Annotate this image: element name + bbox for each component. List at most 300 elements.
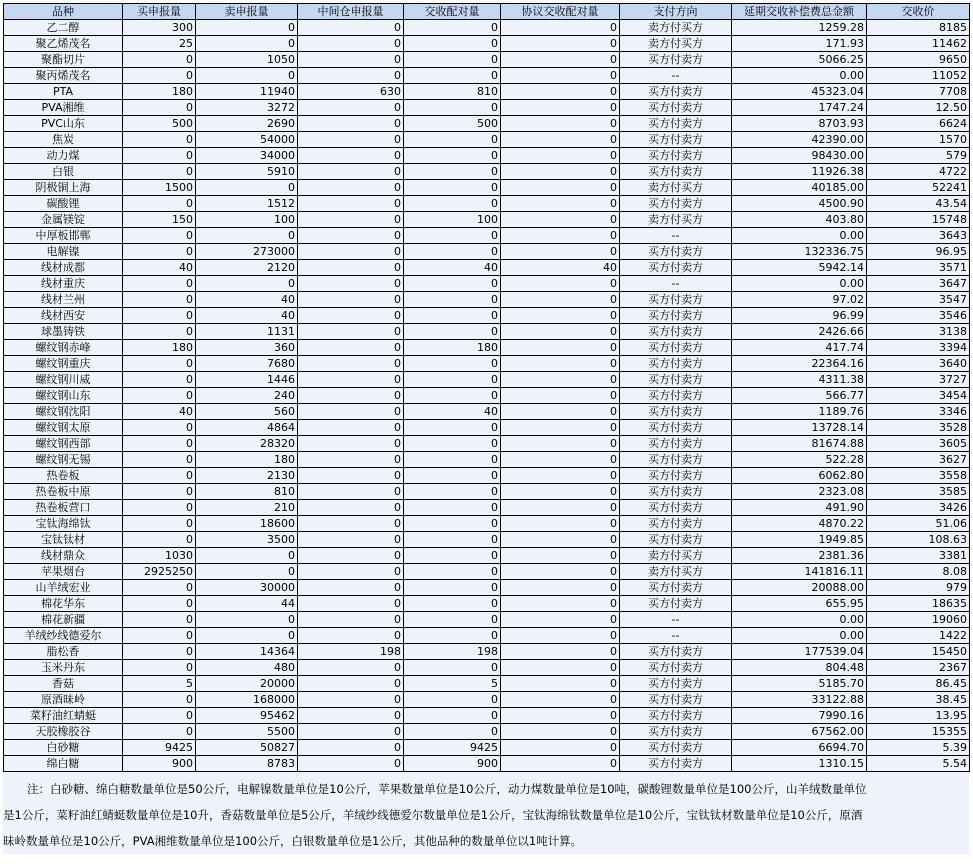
sell-qty-cell: 100 bbox=[196, 212, 298, 228]
matched-qty-cell: 0 bbox=[404, 372, 501, 388]
matched-qty-cell: 0 bbox=[404, 612, 501, 628]
product-cell: 棉花新疆 bbox=[4, 612, 123, 628]
delivery-price-cell: 979 bbox=[867, 580, 970, 596]
buy-qty-cell: 150 bbox=[123, 212, 196, 228]
buy-qty-cell: 40 bbox=[123, 404, 196, 420]
payment-direction-cell: -- bbox=[620, 628, 732, 644]
matched-qty-cell: 0 bbox=[404, 484, 501, 500]
table-row bbox=[4, 628, 970, 644]
intermediate-qty-cell: 0 bbox=[298, 132, 404, 148]
sell-qty-cell: 2120 bbox=[196, 260, 298, 276]
intermediate-qty-cell: 0 bbox=[298, 692, 404, 708]
intermediate-qty-cell: 0 bbox=[298, 564, 404, 580]
table-row bbox=[4, 260, 970, 276]
payment-direction-cell: 卖方付买方 bbox=[620, 20, 732, 36]
delivery-price-cell: 8185 bbox=[867, 20, 970, 36]
delivery-table bbox=[3, 3, 970, 772]
sell-qty-cell: 5910 bbox=[196, 164, 298, 180]
compensation-total-cell: 22364.16 bbox=[732, 356, 867, 372]
buy-qty-cell: 0 bbox=[123, 196, 196, 212]
intermediate-qty-cell: 0 bbox=[298, 532, 404, 548]
table-row bbox=[4, 484, 970, 500]
matched-qty-cell: 0 bbox=[404, 516, 501, 532]
sell-qty-cell: 20000 bbox=[196, 676, 298, 692]
intermediate-qty-cell: 0 bbox=[298, 436, 404, 452]
compensation-total-cell: 0.00 bbox=[732, 68, 867, 84]
matched-qty-cell: 0 bbox=[404, 68, 501, 84]
payment-direction-cell: 买方付卖方 bbox=[620, 292, 732, 308]
buy-qty-cell: 2925250 bbox=[123, 564, 196, 580]
buy-qty-cell: 0 bbox=[123, 164, 196, 180]
sell-qty-cell: 18600 bbox=[196, 516, 298, 532]
sell-qty-cell: 0 bbox=[196, 548, 298, 564]
intermediate-qty-cell: 0 bbox=[298, 292, 404, 308]
agreement-qty-cell: 0 bbox=[501, 68, 620, 84]
payment-direction-cell: 买方付卖方 bbox=[620, 164, 732, 180]
agreement-qty-cell: 0 bbox=[501, 532, 620, 548]
intermediate-qty-cell: 198 bbox=[298, 644, 404, 660]
product-cell: 螺纹钢西部 bbox=[4, 436, 123, 452]
intermediate-qty-cell: 0 bbox=[298, 276, 404, 292]
table-row bbox=[4, 388, 970, 404]
table-row bbox=[4, 500, 970, 516]
buy-qty-cell: 0 bbox=[123, 500, 196, 516]
buy-qty-cell: 0 bbox=[123, 228, 196, 244]
product-cell: 玉米丹东 bbox=[4, 660, 123, 676]
matched-qty-cell: 0 bbox=[404, 52, 501, 68]
sell-qty-cell: 1131 bbox=[196, 324, 298, 340]
product-cell: 聚酯切片 bbox=[4, 52, 123, 68]
sell-qty-cell: 240 bbox=[196, 388, 298, 404]
buy-qty-cell: 0 bbox=[123, 324, 196, 340]
delivery-price-cell: 6624 bbox=[867, 116, 970, 132]
product-cell: 线材成都 bbox=[4, 260, 123, 276]
delivery-price-cell: 3381 bbox=[867, 548, 970, 564]
intermediate-qty-cell: 0 bbox=[298, 660, 404, 676]
matched-qty-cell: 198 bbox=[404, 644, 501, 660]
product-cell: PTA bbox=[4, 84, 123, 100]
table-row bbox=[4, 276, 970, 292]
payment-direction-cell: 买方付卖方 bbox=[620, 644, 732, 660]
buy-qty-cell: 0 bbox=[123, 132, 196, 148]
intermediate-qty-cell: 0 bbox=[298, 164, 404, 180]
matched-qty-cell: 0 bbox=[404, 468, 501, 484]
intermediate-qty-cell: 0 bbox=[298, 68, 404, 84]
delivery-price-cell: 1422 bbox=[867, 628, 970, 644]
table-row bbox=[4, 164, 970, 180]
product-cell: 阴极铜上海 bbox=[4, 180, 123, 196]
buy-qty-cell: 180 bbox=[123, 340, 196, 356]
matched-qty-cell: 0 bbox=[404, 324, 501, 340]
product-cell: 碳酸锂 bbox=[4, 196, 123, 212]
payment-direction-cell: 买方付卖方 bbox=[620, 708, 732, 724]
compensation-total-cell: 1747.24 bbox=[732, 100, 867, 116]
sell-qty-cell: 2130 bbox=[196, 468, 298, 484]
compensation-total-cell: 141816.11 bbox=[732, 564, 867, 580]
table-row bbox=[4, 36, 970, 52]
intermediate-qty-cell: 0 bbox=[298, 596, 404, 612]
product-cell: PVA湘维 bbox=[4, 100, 123, 116]
matched-qty-cell: 810 bbox=[404, 84, 501, 100]
compensation-total-cell: 40185.00 bbox=[732, 180, 867, 196]
buy-qty-cell: 0 bbox=[123, 644, 196, 660]
agreement-qty-cell: 0 bbox=[501, 228, 620, 244]
product-cell: 香菇 bbox=[4, 676, 123, 692]
sell-qty-cell: 810 bbox=[196, 484, 298, 500]
delivery-price-cell: 8.08 bbox=[867, 564, 970, 580]
matched-qty-cell: 0 bbox=[404, 500, 501, 516]
buy-qty-cell: 0 bbox=[123, 388, 196, 404]
intermediate-qty-cell: 0 bbox=[298, 452, 404, 468]
intermediate-qty-cell: 0 bbox=[298, 548, 404, 564]
intermediate-qty-cell: 0 bbox=[298, 676, 404, 692]
table-row bbox=[4, 340, 970, 356]
agreement-qty-cell: 0 bbox=[501, 676, 620, 692]
compensation-total-cell: 1189.76 bbox=[732, 404, 867, 420]
delivery-price-cell: 86.45 bbox=[867, 676, 970, 692]
agreement-qty-cell: 0 bbox=[501, 180, 620, 196]
compensation-total-cell: 1259.28 bbox=[732, 20, 867, 36]
delivery-price-cell: 19060 bbox=[867, 612, 970, 628]
sell-qty-cell: 3500 bbox=[196, 532, 298, 548]
payment-direction-cell: -- bbox=[620, 276, 732, 292]
table-row bbox=[4, 676, 970, 692]
delivery-price-cell: 3138 bbox=[867, 324, 970, 340]
product-cell: PVC山东 bbox=[4, 116, 123, 132]
col-header-payment-direction: 支付方向 bbox=[620, 4, 732, 20]
col-header-intermediate-qty: 中间仓申报量 bbox=[298, 4, 404, 20]
payment-direction-cell: 买方付卖方 bbox=[620, 580, 732, 596]
payment-direction-cell: 买方付卖方 bbox=[620, 724, 732, 740]
delivery-price-cell: 2367 bbox=[867, 660, 970, 676]
compensation-total-cell: 11926.38 bbox=[732, 164, 867, 180]
compensation-total-cell: 20088.00 bbox=[732, 580, 867, 596]
agreement-qty-cell: 0 bbox=[501, 388, 620, 404]
matched-qty-cell: 5 bbox=[404, 676, 501, 692]
matched-qty-cell: 0 bbox=[404, 628, 501, 644]
delivery-price-cell: 12.50 bbox=[867, 100, 970, 116]
table-body bbox=[4, 20, 970, 772]
payment-direction-cell: 买方付卖方 bbox=[620, 420, 732, 436]
matched-qty-cell: 100 bbox=[404, 212, 501, 228]
matched-qty-cell: 0 bbox=[404, 276, 501, 292]
buy-qty-cell: 0 bbox=[123, 708, 196, 724]
compensation-total-cell: 0.00 bbox=[732, 628, 867, 644]
intermediate-qty-cell: 0 bbox=[298, 372, 404, 388]
agreement-qty-cell: 40 bbox=[501, 260, 620, 276]
compensation-total-cell: 5185.70 bbox=[732, 676, 867, 692]
matched-qty-cell: 0 bbox=[404, 148, 501, 164]
payment-direction-cell: 买方付卖方 bbox=[620, 436, 732, 452]
compensation-total-cell: 403.80 bbox=[732, 212, 867, 228]
buy-qty-cell: 0 bbox=[123, 292, 196, 308]
payment-direction-cell: 买方付卖方 bbox=[620, 660, 732, 676]
matched-qty-cell: 0 bbox=[404, 20, 501, 36]
delivery-price-cell: 3547 bbox=[867, 292, 970, 308]
intermediate-qty-cell: 0 bbox=[298, 708, 404, 724]
product-cell: 乙二醇 bbox=[4, 20, 123, 36]
table-row bbox=[4, 452, 970, 468]
intermediate-qty-cell: 0 bbox=[298, 356, 404, 372]
sell-qty-cell: 2690 bbox=[196, 116, 298, 132]
agreement-qty-cell: 0 bbox=[501, 708, 620, 724]
compensation-total-cell: 1949.85 bbox=[732, 532, 867, 548]
table-row bbox=[4, 228, 970, 244]
payment-direction-cell: 买方付卖方 bbox=[620, 756, 732, 772]
delivery-report bbox=[3, 3, 969, 854]
matched-qty-cell: 0 bbox=[404, 196, 501, 212]
agreement-qty-cell: 0 bbox=[501, 36, 620, 52]
product-cell: 螺纹钢川威 bbox=[4, 372, 123, 388]
delivery-price-cell: 3426 bbox=[867, 500, 970, 516]
delivery-price-cell: 3640 bbox=[867, 356, 970, 372]
payment-direction-cell: 买方付卖方 bbox=[620, 740, 732, 756]
buy-qty-cell: 0 bbox=[123, 100, 196, 116]
col-header-matched-qty: 交收配对量 bbox=[404, 4, 501, 20]
agreement-qty-cell: 0 bbox=[501, 452, 620, 468]
buy-qty-cell: 0 bbox=[123, 372, 196, 388]
compensation-total-cell: 171.93 bbox=[732, 36, 867, 52]
compensation-total-cell: 417.74 bbox=[732, 340, 867, 356]
buy-qty-cell: 0 bbox=[123, 276, 196, 292]
table-row bbox=[4, 244, 970, 260]
agreement-qty-cell: 0 bbox=[501, 516, 620, 532]
delivery-price-cell: 51.06 bbox=[867, 516, 970, 532]
table-row bbox=[4, 420, 970, 436]
intermediate-qty-cell: 0 bbox=[298, 516, 404, 532]
agreement-qty-cell: 0 bbox=[501, 612, 620, 628]
compensation-total-cell: 81674.88 bbox=[732, 436, 867, 452]
sell-qty-cell: 0 bbox=[196, 20, 298, 36]
matched-qty-cell: 0 bbox=[404, 532, 501, 548]
agreement-qty-cell: 0 bbox=[501, 52, 620, 68]
delivery-price-cell: 43.54 bbox=[867, 196, 970, 212]
intermediate-qty-cell: 0 bbox=[298, 628, 404, 644]
product-cell: 原酒昧岭 bbox=[4, 692, 123, 708]
compensation-total-cell: 6062.80 bbox=[732, 468, 867, 484]
payment-direction-cell: 卖方付买方 bbox=[620, 564, 732, 580]
product-cell: 棉花华东 bbox=[4, 596, 123, 612]
table-row bbox=[4, 436, 970, 452]
sell-qty-cell: 0 bbox=[196, 36, 298, 52]
buy-qty-cell: 0 bbox=[123, 580, 196, 596]
buy-qty-cell: 500 bbox=[123, 116, 196, 132]
buy-qty-cell: 0 bbox=[123, 612, 196, 628]
sell-qty-cell: 210 bbox=[196, 500, 298, 516]
agreement-qty-cell: 0 bbox=[501, 292, 620, 308]
footnote-line: 是1公斤，菜籽油红蜻蜓数量单位是10升，香菇数量单位是5公斤，羊绒纱线德爱尔数量单位是1公斤，宝钛海绵钛数量单位是10公斤，宝钛钛材数量单位是10公斤，原酒 bbox=[3, 808, 863, 822]
product-cell: 苹果烟台 bbox=[4, 564, 123, 580]
table-row bbox=[4, 196, 970, 212]
payment-direction-cell: 买方付卖方 bbox=[620, 308, 732, 324]
table-row bbox=[4, 740, 970, 756]
product-cell: 球墨铸铁 bbox=[4, 324, 123, 340]
agreement-qty-cell: 0 bbox=[501, 276, 620, 292]
matched-qty-cell: 0 bbox=[404, 356, 501, 372]
matched-qty-cell: 0 bbox=[404, 596, 501, 612]
table-row bbox=[4, 20, 970, 36]
payment-direction-cell: 卖方付买方 bbox=[620, 548, 732, 564]
intermediate-qty-cell: 0 bbox=[298, 116, 404, 132]
agreement-qty-cell: 0 bbox=[501, 116, 620, 132]
compensation-total-cell: 6694.70 bbox=[732, 740, 867, 756]
matched-qty-cell: 500 bbox=[404, 116, 501, 132]
sell-qty-cell: 44 bbox=[196, 596, 298, 612]
delivery-price-cell: 13.95 bbox=[867, 708, 970, 724]
agreement-qty-cell: 0 bbox=[501, 644, 620, 660]
compensation-total-cell: 522.28 bbox=[732, 452, 867, 468]
delivery-price-cell: 18635 bbox=[867, 596, 970, 612]
matched-qty-cell: 0 bbox=[404, 180, 501, 196]
sell-qty-cell: 30000 bbox=[196, 580, 298, 596]
sell-qty-cell: 273000 bbox=[196, 244, 298, 260]
compensation-total-cell: 2323.08 bbox=[732, 484, 867, 500]
matched-qty-cell: 0 bbox=[404, 724, 501, 740]
sell-qty-cell: 0 bbox=[196, 228, 298, 244]
buy-qty-cell: 0 bbox=[123, 532, 196, 548]
matched-qty-cell: 0 bbox=[404, 420, 501, 436]
matched-qty-cell: 0 bbox=[404, 388, 501, 404]
payment-direction-cell: 买方付卖方 bbox=[620, 532, 732, 548]
buy-qty-cell: 0 bbox=[123, 516, 196, 532]
product-cell: 中厚板邯郸 bbox=[4, 228, 123, 244]
table-row bbox=[4, 68, 970, 84]
sell-qty-cell: 0 bbox=[196, 612, 298, 628]
product-cell: 热卷板中原 bbox=[4, 484, 123, 500]
matched-qty-cell: 0 bbox=[404, 660, 501, 676]
product-cell: 电解镍 bbox=[4, 244, 123, 260]
compensation-total-cell: 98430.00 bbox=[732, 148, 867, 164]
compensation-total-cell: 97.02 bbox=[732, 292, 867, 308]
payment-direction-cell: 卖方付买方 bbox=[620, 36, 732, 52]
sell-qty-cell: 168000 bbox=[196, 692, 298, 708]
sell-qty-cell: 40 bbox=[196, 292, 298, 308]
payment-direction-cell: 买方付卖方 bbox=[620, 84, 732, 100]
compensation-total-cell: 0.00 bbox=[732, 612, 867, 628]
compensation-total-cell: 491.90 bbox=[732, 500, 867, 516]
sell-qty-cell: 7680 bbox=[196, 356, 298, 372]
product-cell: 热卷板营口 bbox=[4, 500, 123, 516]
product-cell: 焦炭 bbox=[4, 132, 123, 148]
sell-qty-cell: 54000 bbox=[196, 132, 298, 148]
buy-qty-cell: 25 bbox=[123, 36, 196, 52]
agreement-qty-cell: 0 bbox=[501, 196, 620, 212]
intermediate-qty-cell: 0 bbox=[298, 308, 404, 324]
intermediate-qty-cell: 0 bbox=[298, 20, 404, 36]
delivery-price-cell: 3627 bbox=[867, 452, 970, 468]
delivery-price-cell: 3571 bbox=[867, 260, 970, 276]
table-row bbox=[4, 548, 970, 564]
sell-qty-cell: 11940 bbox=[196, 84, 298, 100]
table-row bbox=[4, 180, 970, 196]
sell-qty-cell: 1446 bbox=[196, 372, 298, 388]
table-row bbox=[4, 564, 970, 580]
col-header-compensation-total: 延期交收补偿费总金额 bbox=[732, 4, 867, 20]
payment-direction-cell: 买方付卖方 bbox=[620, 100, 732, 116]
intermediate-qty-cell: 0 bbox=[298, 500, 404, 516]
buy-qty-cell: 0 bbox=[123, 68, 196, 84]
buy-qty-cell: 0 bbox=[123, 628, 196, 644]
buy-qty-cell: 0 bbox=[123, 52, 196, 68]
agreement-qty-cell: 0 bbox=[501, 548, 620, 564]
table-row bbox=[4, 724, 970, 740]
payment-direction-cell: 买方付卖方 bbox=[620, 356, 732, 372]
agreement-qty-cell: 0 bbox=[501, 244, 620, 260]
agreement-qty-cell: 0 bbox=[501, 212, 620, 228]
intermediate-qty-cell: 0 bbox=[298, 756, 404, 772]
delivery-price-cell: 3727 bbox=[867, 372, 970, 388]
footnote bbox=[3, 772, 969, 854]
compensation-total-cell: 2426.66 bbox=[732, 324, 867, 340]
compensation-total-cell: 177539.04 bbox=[732, 644, 867, 660]
payment-direction-cell: 买方付卖方 bbox=[620, 516, 732, 532]
delivery-price-cell: 5.39 bbox=[867, 740, 970, 756]
payment-direction-cell: 买方付卖方 bbox=[620, 324, 732, 340]
matched-qty-cell: 0 bbox=[404, 100, 501, 116]
sell-qty-cell: 50827 bbox=[196, 740, 298, 756]
product-cell: 羊绒纱线德爱尔 bbox=[4, 628, 123, 644]
agreement-qty-cell: 0 bbox=[501, 564, 620, 580]
table-row bbox=[4, 212, 970, 228]
product-cell: 白银 bbox=[4, 164, 123, 180]
agreement-qty-cell: 0 bbox=[501, 468, 620, 484]
payment-direction-cell: 买方付卖方 bbox=[620, 116, 732, 132]
buy-qty-cell: 0 bbox=[123, 724, 196, 740]
delivery-price-cell: 3585 bbox=[867, 484, 970, 500]
intermediate-qty-cell: 0 bbox=[298, 484, 404, 500]
payment-direction-cell: 买方付卖方 bbox=[620, 148, 732, 164]
agreement-qty-cell: 0 bbox=[501, 340, 620, 356]
buy-qty-cell: 40 bbox=[123, 260, 196, 276]
product-cell: 天胶橡胶谷 bbox=[4, 724, 123, 740]
sell-qty-cell: 0 bbox=[196, 276, 298, 292]
payment-direction-cell: 买方付卖方 bbox=[620, 404, 732, 420]
buy-qty-cell: 0 bbox=[123, 596, 196, 612]
delivery-price-cell: 15450 bbox=[867, 644, 970, 660]
table-row bbox=[4, 324, 970, 340]
table-row bbox=[4, 148, 970, 164]
col-header-delivery-price: 交收价 bbox=[867, 4, 970, 20]
payment-direction-cell: 买方付卖方 bbox=[620, 132, 732, 148]
sell-qty-cell: 4864 bbox=[196, 420, 298, 436]
intermediate-qty-cell: 630 bbox=[298, 84, 404, 100]
compensation-total-cell: 4311.38 bbox=[732, 372, 867, 388]
product-cell: 宝钛钛材 bbox=[4, 532, 123, 548]
product-cell: 线材重庆 bbox=[4, 276, 123, 292]
table-row bbox=[4, 372, 970, 388]
intermediate-qty-cell: 0 bbox=[298, 324, 404, 340]
intermediate-qty-cell: 0 bbox=[298, 468, 404, 484]
delivery-price-cell: 3605 bbox=[867, 436, 970, 452]
product-cell: 脂松香 bbox=[4, 644, 123, 660]
matched-qty-cell: 9425 bbox=[404, 740, 501, 756]
matched-qty-cell: 0 bbox=[404, 308, 501, 324]
intermediate-qty-cell: 0 bbox=[298, 212, 404, 228]
product-cell: 热卷板 bbox=[4, 468, 123, 484]
agreement-qty-cell: 0 bbox=[501, 20, 620, 36]
delivery-price-cell: 3647 bbox=[867, 276, 970, 292]
sell-qty-cell: 34000 bbox=[196, 148, 298, 164]
matched-qty-cell: 0 bbox=[404, 244, 501, 260]
sell-qty-cell: 0 bbox=[196, 628, 298, 644]
compensation-total-cell: 33122.88 bbox=[732, 692, 867, 708]
agreement-qty-cell: 0 bbox=[501, 724, 620, 740]
delivery-price-cell: 38.45 bbox=[867, 692, 970, 708]
matched-qty-cell: 0 bbox=[404, 36, 501, 52]
buy-qty-cell: 0 bbox=[123, 452, 196, 468]
agreement-qty-cell: 0 bbox=[501, 740, 620, 756]
table-row bbox=[4, 596, 970, 612]
